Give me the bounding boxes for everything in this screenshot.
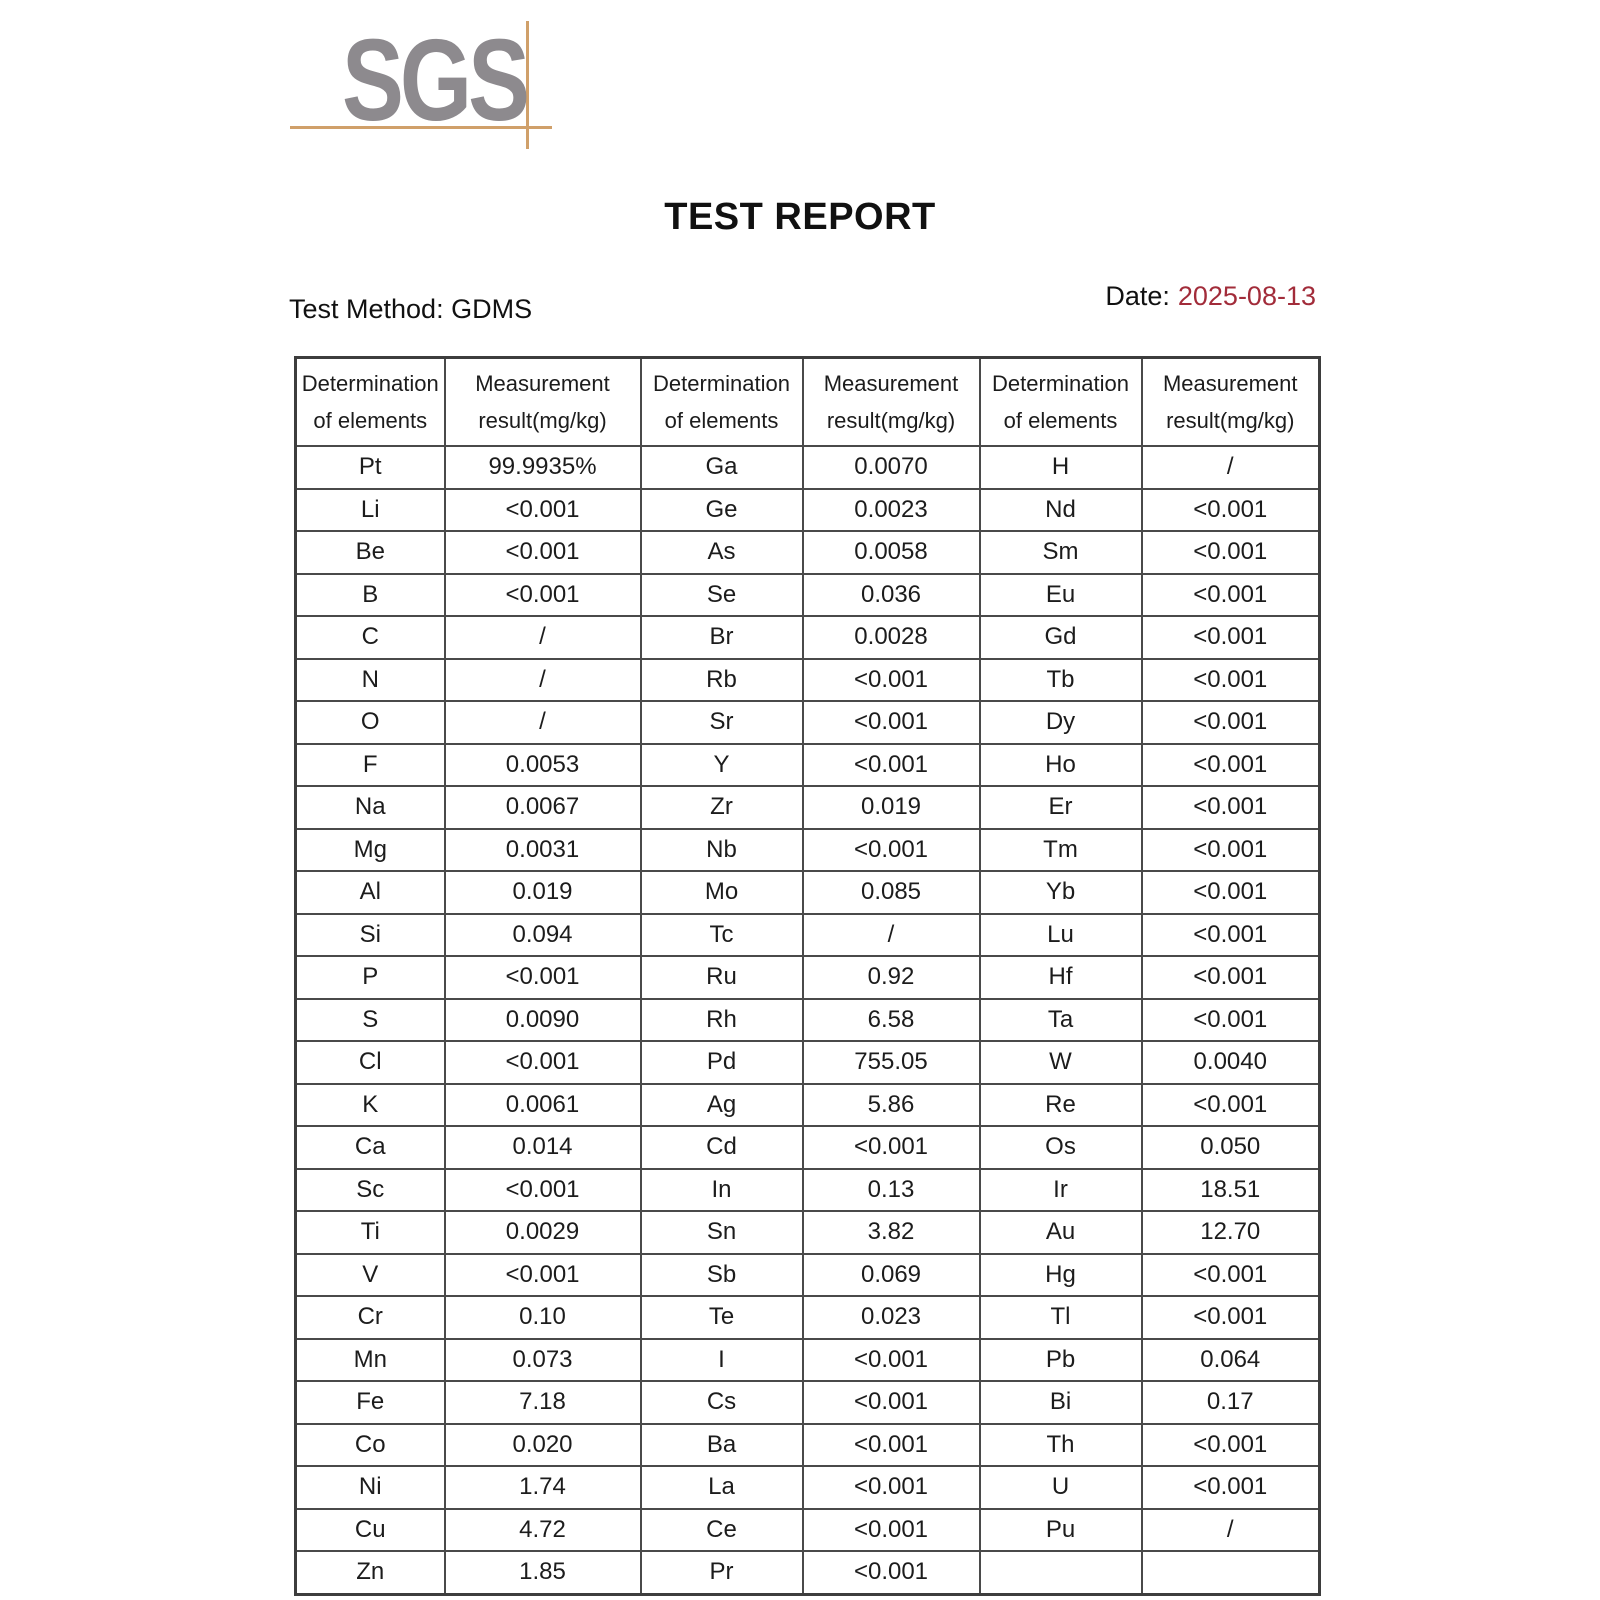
result-cell: <0.001 xyxy=(445,489,641,532)
result-cell: 0.0067 xyxy=(445,786,641,829)
table-row xyxy=(296,744,1320,787)
element-cell: Mn xyxy=(296,1339,445,1382)
result-cell: / xyxy=(1142,1509,1320,1552)
result-cell: <0.001 xyxy=(1142,1084,1320,1127)
element-cell: Pb xyxy=(980,1339,1142,1382)
element-cell: Rb xyxy=(641,659,803,702)
result-cell: 0.064 xyxy=(1142,1339,1320,1382)
result-cell: 0.050 xyxy=(1142,1126,1320,1169)
header-line: result(mg/kg) xyxy=(826,408,956,433)
element-cell: U xyxy=(980,1466,1142,1509)
header-elements-col3 xyxy=(980,358,1142,447)
element-cell: Ir xyxy=(980,1169,1142,1212)
element-cell: Sc xyxy=(296,1169,445,1212)
header-result-col3 xyxy=(1142,358,1320,447)
element-cell: P xyxy=(296,956,445,999)
element-cell: Tc xyxy=(641,914,803,957)
table-row xyxy=(296,1041,1320,1084)
report-date xyxy=(1105,281,1316,312)
element-cell: Be xyxy=(296,531,445,574)
table-row xyxy=(296,1296,1320,1339)
table-row xyxy=(296,1339,1320,1382)
element-cell: Hg xyxy=(980,1254,1142,1297)
element-cell: Sb xyxy=(641,1254,803,1297)
result-cell: 0.020 xyxy=(445,1424,641,1467)
result-cell: 0.0023 xyxy=(803,489,980,532)
element-cell: Mo xyxy=(641,871,803,914)
result-cell: <0.001 xyxy=(1142,531,1320,574)
element-cell: Lu xyxy=(980,914,1142,957)
element-cell: Sm xyxy=(980,531,1142,574)
element-cell: Pr xyxy=(641,1551,803,1594)
element-cell: Al xyxy=(296,871,445,914)
element-cell: Tb xyxy=(980,659,1142,702)
header-line: Measurement xyxy=(475,371,610,396)
element-cell: Cd xyxy=(641,1126,803,1169)
table-row xyxy=(296,1551,1320,1594)
element-cell: Zr xyxy=(641,786,803,829)
result-cell: <0.001 xyxy=(1142,744,1320,787)
result-cell: <0.001 xyxy=(445,574,641,617)
logo-crosshair-vertical-line xyxy=(526,21,529,149)
result-cell: 0.069 xyxy=(803,1254,980,1297)
element-cell: Li xyxy=(296,489,445,532)
result-cell: <0.001 xyxy=(1142,1466,1320,1509)
table-row xyxy=(296,1211,1320,1254)
result-cell: <0.001 xyxy=(803,1424,980,1467)
element-cell: H xyxy=(980,446,1142,489)
result-cell: 0.0090 xyxy=(445,999,641,1042)
result-cell: 0.085 xyxy=(803,871,980,914)
result-cell: <0.001 xyxy=(1142,489,1320,532)
element-cell: Ge xyxy=(641,489,803,532)
element-cell: Ba xyxy=(641,1424,803,1467)
result-cell: 0.10 xyxy=(445,1296,641,1339)
result-cell: <0.001 xyxy=(445,1041,641,1084)
element-cell xyxy=(980,1551,1142,1594)
header-line: of elements xyxy=(1003,408,1118,433)
element-cell: Tm xyxy=(980,829,1142,872)
result-cell: / xyxy=(803,914,980,957)
element-cell: Pd xyxy=(641,1041,803,1084)
date-value: 2025-08-13 xyxy=(1177,281,1316,311)
table-header-row xyxy=(296,358,1320,447)
result-cell: 0.0040 xyxy=(1142,1041,1320,1084)
element-cell: Sr xyxy=(641,701,803,744)
results-table-head xyxy=(296,358,1320,447)
element-cell: In xyxy=(641,1169,803,1212)
result-cell: <0.001 xyxy=(1142,701,1320,744)
result-cell: <0.001 xyxy=(1142,871,1320,914)
element-cell: F xyxy=(296,744,445,787)
element-cell: Y xyxy=(641,744,803,787)
result-cell: 0.0053 xyxy=(445,744,641,787)
result-cell: 0.019 xyxy=(445,871,641,914)
result-cell: 0.0028 xyxy=(803,616,980,659)
result-cell: 0.023 xyxy=(803,1296,980,1339)
result-cell: <0.001 xyxy=(445,1254,641,1297)
element-cell: Ho xyxy=(980,744,1142,787)
element-cell: Pu xyxy=(980,1509,1142,1552)
result-cell: <0.001 xyxy=(1142,786,1320,829)
table-row xyxy=(296,1084,1320,1127)
element-cell: Os xyxy=(980,1126,1142,1169)
header-line: of elements xyxy=(664,408,779,433)
element-cell: Na xyxy=(296,786,445,829)
sgs-logo-text: SGS xyxy=(342,15,526,145)
result-cell: 1.74 xyxy=(445,1466,641,1509)
result-cell: <0.001 xyxy=(1142,999,1320,1042)
date-label: Date: xyxy=(1105,281,1170,311)
element-cell: Ti xyxy=(296,1211,445,1254)
result-cell: 0.0061 xyxy=(445,1084,641,1127)
header-line: Determination xyxy=(301,371,439,396)
result-cell: <0.001 xyxy=(803,701,980,744)
result-cell: 0.014 xyxy=(445,1126,641,1169)
result-cell: <0.001 xyxy=(1142,1254,1320,1297)
table-row xyxy=(296,1169,1320,1212)
result-cell: <0.001 xyxy=(1142,1296,1320,1339)
element-cell: Bi xyxy=(980,1381,1142,1424)
result-cell: 0.0029 xyxy=(445,1211,641,1254)
element-cell: N xyxy=(296,659,445,702)
header-result-col1 xyxy=(445,358,641,447)
result-cell: 7.18 xyxy=(445,1381,641,1424)
header-line: of elements xyxy=(313,408,428,433)
element-cell: Eu xyxy=(980,574,1142,617)
header-elements-col1 xyxy=(296,358,445,447)
result-cell: 6.58 xyxy=(803,999,980,1042)
result-cell: <0.001 xyxy=(803,744,980,787)
result-cell: 0.0031 xyxy=(445,829,641,872)
result-cell xyxy=(1142,1551,1320,1594)
element-cell: W xyxy=(980,1041,1142,1084)
header-result-col2 xyxy=(803,358,980,447)
result-cell: <0.001 xyxy=(803,1339,980,1382)
result-cell: <0.001 xyxy=(1142,914,1320,957)
result-cell: <0.001 xyxy=(1142,956,1320,999)
result-cell: / xyxy=(445,701,641,744)
header-line: Determination xyxy=(653,371,790,396)
table-row xyxy=(296,1424,1320,1467)
result-cell: <0.001 xyxy=(445,1169,641,1212)
result-cell: / xyxy=(445,659,641,702)
header-line: result(mg/kg) xyxy=(478,408,607,433)
result-cell: 0.0058 xyxy=(803,531,980,574)
element-cell: Cs xyxy=(641,1381,803,1424)
element-cell: Th xyxy=(980,1424,1142,1467)
table-row xyxy=(296,1381,1320,1424)
table-row xyxy=(296,1254,1320,1297)
result-cell: 0.17 xyxy=(1142,1381,1320,1424)
result-cell: 755.05 xyxy=(803,1041,980,1084)
header-line: result(mg/kg) xyxy=(1166,408,1295,433)
result-cell: / xyxy=(1142,446,1320,489)
result-cell: <0.001 xyxy=(803,1551,980,1594)
element-cell: Ni xyxy=(296,1466,445,1509)
results-table xyxy=(294,356,1321,1596)
element-cell: S xyxy=(296,999,445,1042)
element-cell: Zn xyxy=(296,1551,445,1594)
element-cell: O xyxy=(296,701,445,744)
result-cell: 1.85 xyxy=(445,1551,641,1594)
result-cell: <0.001 xyxy=(803,1126,980,1169)
result-cell: 5.86 xyxy=(803,1084,980,1127)
element-cell: C xyxy=(296,616,445,659)
table-row xyxy=(296,999,1320,1042)
header-elements-col2 xyxy=(641,358,803,447)
result-cell: <0.001 xyxy=(1142,616,1320,659)
element-cell: Sn xyxy=(641,1211,803,1254)
test-method: Test Method: GDMS xyxy=(289,294,533,324)
result-cell: 0.0070 xyxy=(803,446,980,489)
element-cell: Si xyxy=(296,914,445,957)
result-cell: <0.001 xyxy=(1142,1424,1320,1467)
element-cell: Dy xyxy=(980,701,1142,744)
table-row xyxy=(296,574,1320,617)
element-cell: Ag xyxy=(641,1084,803,1127)
result-cell: <0.001 xyxy=(803,1509,980,1552)
table-row xyxy=(296,1126,1320,1169)
table-row xyxy=(296,829,1320,872)
result-cell: <0.001 xyxy=(803,1381,980,1424)
header-line: Determination xyxy=(992,371,1129,396)
result-cell: <0.001 xyxy=(1142,829,1320,872)
element-cell: Te xyxy=(641,1296,803,1339)
element-cell: Mg xyxy=(296,829,445,872)
element-cell: Br xyxy=(641,616,803,659)
element-cell: K xyxy=(296,1084,445,1127)
result-cell: 4.72 xyxy=(445,1509,641,1552)
table-row xyxy=(296,616,1320,659)
element-cell: Gd xyxy=(980,616,1142,659)
element-cell: Yb xyxy=(980,871,1142,914)
element-cell: Cl xyxy=(296,1041,445,1084)
table-row xyxy=(296,489,1320,532)
result-cell: 0.019 xyxy=(803,786,980,829)
results-table-body xyxy=(296,446,1320,1594)
element-cell: Re xyxy=(980,1084,1142,1127)
element-cell: V xyxy=(296,1254,445,1297)
result-cell: <0.001 xyxy=(1142,659,1320,702)
result-cell: <0.001 xyxy=(803,829,980,872)
element-cell: Nd xyxy=(980,489,1142,532)
element-cell: Hf xyxy=(980,956,1142,999)
element-cell: Ga xyxy=(641,446,803,489)
element-cell: Ta xyxy=(980,999,1142,1042)
result-cell: 0.094 xyxy=(445,914,641,957)
element-cell: Se xyxy=(641,574,803,617)
result-cell: 0.036 xyxy=(803,574,980,617)
result-cell: 3.82 xyxy=(803,1211,980,1254)
element-cell: Tl xyxy=(980,1296,1142,1339)
result-cell: 0.13 xyxy=(803,1169,980,1212)
result-cell: 0.92 xyxy=(803,956,980,999)
header-line: Measurement xyxy=(1162,371,1298,396)
element-cell: Co xyxy=(296,1424,445,1467)
page-title: TEST REPORT xyxy=(664,196,936,238)
result-cell: <0.001 xyxy=(803,659,980,702)
result-cell: <0.001 xyxy=(445,956,641,999)
table-row xyxy=(296,1466,1320,1509)
element-cell: As xyxy=(641,531,803,574)
element-cell: I xyxy=(641,1339,803,1382)
table-row xyxy=(296,786,1320,829)
element-cell: Pt xyxy=(296,446,445,489)
element-cell: La xyxy=(641,1466,803,1509)
header-line: Measurement xyxy=(823,371,959,396)
result-cell: <0.001 xyxy=(445,531,641,574)
result-cell: 12.70 xyxy=(1142,1211,1320,1254)
element-cell: Ce xyxy=(641,1509,803,1552)
table-row xyxy=(296,531,1320,574)
sgs-logo xyxy=(290,15,564,154)
element-cell: Cu xyxy=(296,1509,445,1552)
element-cell: Au xyxy=(980,1211,1142,1254)
element-cell: Cr xyxy=(296,1296,445,1339)
element-cell: Ca xyxy=(296,1126,445,1169)
element-cell: Nb xyxy=(641,829,803,872)
table-row xyxy=(296,701,1320,744)
element-cell: Rh xyxy=(641,999,803,1042)
result-cell: <0.001 xyxy=(1142,574,1320,617)
table-row xyxy=(296,871,1320,914)
table-row xyxy=(296,956,1320,999)
element-cell: B xyxy=(296,574,445,617)
result-cell: 99.9935% xyxy=(445,446,641,489)
table-row xyxy=(296,446,1320,489)
result-cell: / xyxy=(445,616,641,659)
result-cell: <0.001 xyxy=(803,1466,980,1509)
result-cell: 0.073 xyxy=(445,1339,641,1382)
element-cell: Fe xyxy=(296,1381,445,1424)
table-row xyxy=(296,659,1320,702)
table-row xyxy=(296,914,1320,957)
element-cell: Er xyxy=(980,786,1142,829)
result-cell: 18.51 xyxy=(1142,1169,1320,1212)
table-row xyxy=(296,1509,1320,1552)
element-cell: Ru xyxy=(641,956,803,999)
